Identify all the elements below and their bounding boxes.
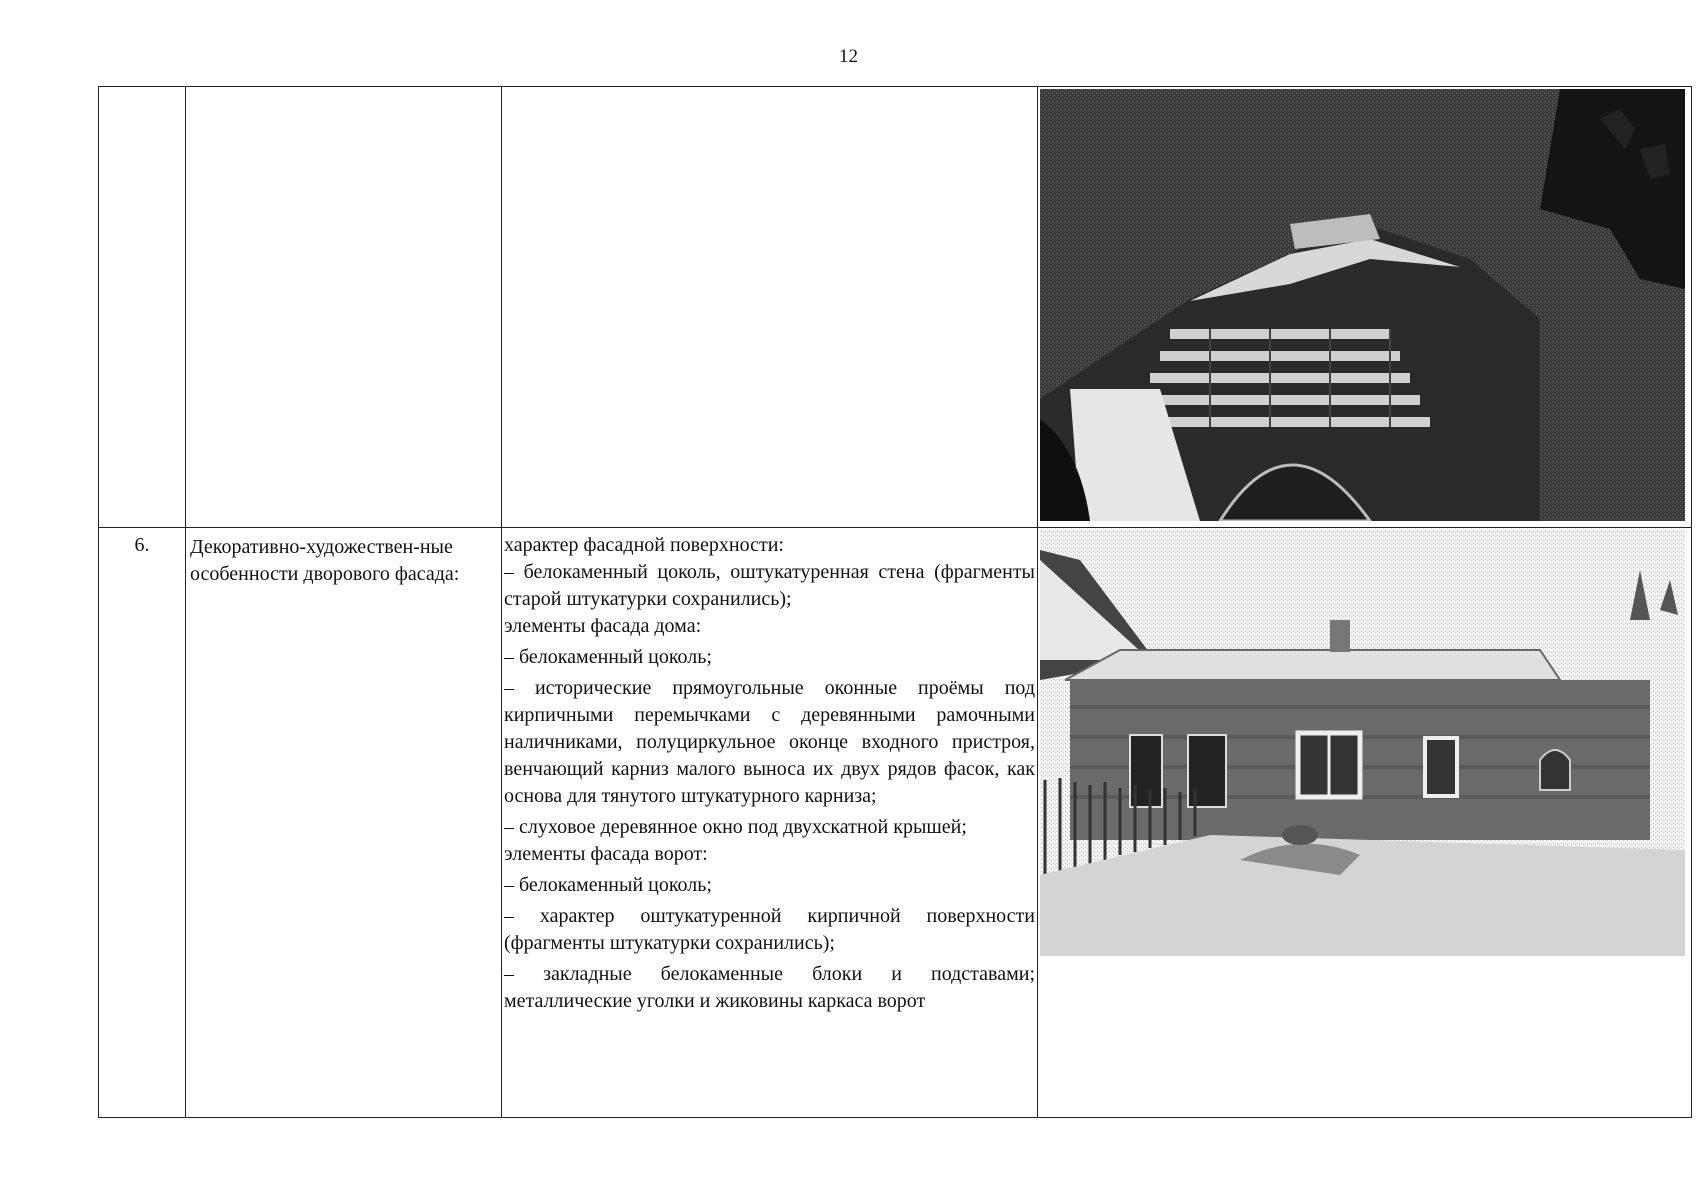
- description-line: характер фасадной поверхности:: [504, 534, 784, 556]
- gable-pediment-photo: [1040, 89, 1685, 521]
- description-line: – белокаменный цоколь, оштукатуренная стена (фрагменты старой штукатурки сохранились);: [504, 561, 1035, 610]
- page-number: 12: [839, 46, 858, 67]
- heritage-features-table: [98, 86, 1692, 1118]
- description-line: – белокаменный цоколь;: [504, 874, 712, 896]
- table-row: [99, 87, 1692, 528]
- description-line: элементы фасада дома:: [504, 615, 702, 637]
- row-number-cell: [99, 87, 186, 528]
- description-line: – закладные белокаменные блоки и подставами; металлические уголки и жиковины каркаса ворот: [504, 963, 1035, 1012]
- table-row: [99, 528, 1692, 1118]
- photo-cell: [1038, 87, 1692, 528]
- row-label-cell: [186, 87, 502, 528]
- row-label-cell: Декоративно-художествен-ные особенности дворового фасада:: [186, 528, 502, 1118]
- description-line: – слуховое деревянное окно под двухскатной крышей;: [504, 816, 967, 838]
- description-line: – белокаменный цоколь;: [504, 646, 712, 668]
- description-line: элементы фасада ворот:: [504, 843, 708, 865]
- row-description-cell: [502, 528, 1038, 1118]
- row-number-cell: 6.: [99, 528, 186, 1118]
- courtyard-facade-photo: [1040, 530, 1685, 956]
- description-line: – исторические прямоугольные оконные проёмы под кирпичными перемычками с деревянными рамочными наличниками, полуциркульное оконце входного пристроя, венчающий карниз малого выноса их двух рядов фасок, как основа для тянутого штукатурного карниза;: [504, 677, 1035, 807]
- description-line: – характер оштукатуренной кирпичной поверхности (фрагменты штукатурки сохранились);: [504, 905, 1035, 954]
- row-description-cell: [502, 87, 1038, 528]
- photo-cell: [1038, 528, 1692, 1118]
